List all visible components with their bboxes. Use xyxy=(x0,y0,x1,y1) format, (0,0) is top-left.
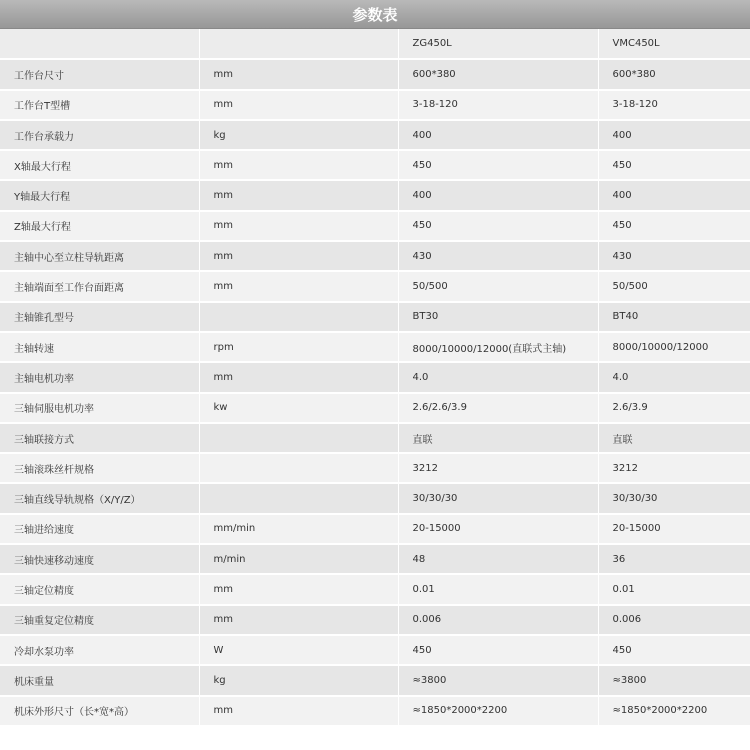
header-cell-unit xyxy=(199,29,398,59)
model-2-value-cell: 450 xyxy=(598,150,750,180)
model-1-value-cell: 3-18-120 xyxy=(398,90,598,120)
param-name-cell: 主轴锥孔型号 xyxy=(0,302,199,332)
model-2-value-cell: 直联 xyxy=(598,423,750,453)
table-title: 参数表 xyxy=(0,0,750,29)
model-2-value-cell: 600*380 xyxy=(598,59,750,89)
model-1-value-cell: 20-15000 xyxy=(398,514,598,544)
model-2-value-cell: 450 xyxy=(598,211,750,241)
unit-cell: kg xyxy=(199,665,398,695)
model-1-value-cell: 48 xyxy=(398,544,598,574)
param-name-cell: 三轴快速移动速度 xyxy=(0,544,199,574)
header-cell-model-1: ZG450L xyxy=(398,29,598,59)
param-name-cell: 三轴滚珠丝杆规格 xyxy=(0,453,199,483)
table-row xyxy=(0,90,750,120)
model-1-value-cell: 400 xyxy=(398,120,598,150)
model-1-value-cell: 450 xyxy=(398,635,598,665)
model-1-value-cell: 30/30/30 xyxy=(398,483,598,513)
model-1-value-cell: 50/500 xyxy=(398,271,598,301)
model-1-value-cell: 600*380 xyxy=(398,59,598,89)
table-row xyxy=(0,605,750,635)
model-2-value-cell: 430 xyxy=(598,241,750,271)
unit-cell: mm xyxy=(199,90,398,120)
model-2-value-cell: ≈3800 xyxy=(598,665,750,695)
model-1-value-cell: ≈1850*2000*2200 xyxy=(398,696,598,726)
table-row xyxy=(0,211,750,241)
model-1-value-cell: 0.01 xyxy=(398,574,598,604)
model-2-value-cell: 0.006 xyxy=(598,605,750,635)
unit-cell: mm xyxy=(199,362,398,392)
param-name-cell: 机床外形尺寸（长*宽*高） xyxy=(0,696,199,726)
model-2-value-cell: 450 xyxy=(598,635,750,665)
unit-cell: mm xyxy=(199,696,398,726)
param-name-cell: X轴最大行程 xyxy=(0,150,199,180)
unit-cell: mm xyxy=(199,211,398,241)
unit-cell xyxy=(199,453,398,483)
unit-cell: m/min xyxy=(199,544,398,574)
param-name-cell: 三轴直线导轨规格（X/Y/Z） xyxy=(0,483,199,513)
model-2-value-cell: 2.6/3.9 xyxy=(598,393,750,423)
param-name-cell: 工作台尺寸 xyxy=(0,59,199,89)
param-name-cell: 三轴伺服电机功率 xyxy=(0,393,199,423)
model-1-value-cell: 450 xyxy=(398,150,598,180)
unit-cell: kw xyxy=(199,393,398,423)
table-row xyxy=(0,150,750,180)
unit-cell: kg xyxy=(199,120,398,150)
unit-cell xyxy=(199,423,398,453)
spec-table-body xyxy=(0,29,750,726)
model-1-value-cell: 4.0 xyxy=(398,362,598,392)
model-1-value-cell: BT30 xyxy=(398,302,598,332)
model-1-value-cell: 0.006 xyxy=(398,605,598,635)
unit-cell: mm xyxy=(199,180,398,210)
model-2-value-cell: 3212 xyxy=(598,453,750,483)
unit-cell: W xyxy=(199,635,398,665)
model-1-value-cell: 8000/10000/12000(直联式主轴) xyxy=(398,332,598,362)
header-cell-model-2: VMC450L xyxy=(598,29,750,59)
table-row xyxy=(0,453,750,483)
model-2-value-cell: BT40 xyxy=(598,302,750,332)
model-2-value-cell: 20-15000 xyxy=(598,514,750,544)
table-row xyxy=(0,241,750,271)
param-name-cell: Y轴最大行程 xyxy=(0,180,199,210)
model-2-value-cell: ≈1850*2000*2200 xyxy=(598,696,750,726)
table-row xyxy=(0,483,750,513)
param-name-cell: 工作台T型槽 xyxy=(0,90,199,120)
spec-table xyxy=(0,29,750,727)
model-1-value-cell: 直联 xyxy=(398,423,598,453)
param-name-cell: 主轴电机功率 xyxy=(0,362,199,392)
model-1-value-cell: 400 xyxy=(398,180,598,210)
table-row xyxy=(0,574,750,604)
model-2-value-cell: 400 xyxy=(598,120,750,150)
param-name-cell: 冷却水泵功率 xyxy=(0,635,199,665)
param-name-cell: 机床重量 xyxy=(0,665,199,695)
table-row xyxy=(0,180,750,210)
param-name-cell: 三轴联接方式 xyxy=(0,423,199,453)
model-2-value-cell: 400 xyxy=(598,180,750,210)
model-2-value-cell: 30/30/30 xyxy=(598,483,750,513)
table-row xyxy=(0,544,750,574)
param-name-cell: 主轴中心至立柱导轨距离 xyxy=(0,241,199,271)
param-name-cell: 工作台承载力 xyxy=(0,120,199,150)
param-name-cell: 三轴重复定位精度 xyxy=(0,605,199,635)
model-2-value-cell: 0.01 xyxy=(598,574,750,604)
unit-cell: mm/min xyxy=(199,514,398,544)
unit-cell: mm xyxy=(199,271,398,301)
table-row xyxy=(0,665,750,695)
unit-cell: mm xyxy=(199,59,398,89)
table-row xyxy=(0,120,750,150)
model-2-value-cell: 8000/10000/12000 xyxy=(598,332,750,362)
model-1-value-cell: 430 xyxy=(398,241,598,271)
param-name-cell: 主轴端面至工作台面距离 xyxy=(0,271,199,301)
model-1-value-cell: 450 xyxy=(398,211,598,241)
table-row xyxy=(0,696,750,726)
table-row xyxy=(0,423,750,453)
param-name-cell: 三轴定位精度 xyxy=(0,574,199,604)
table-row xyxy=(0,271,750,301)
param-name-cell: 三轴进给速度 xyxy=(0,514,199,544)
table-row xyxy=(0,302,750,332)
table-row xyxy=(0,362,750,392)
unit-cell: mm xyxy=(199,605,398,635)
model-1-value-cell: ≈3800 xyxy=(398,665,598,695)
unit-cell xyxy=(199,302,398,332)
unit-cell: mm xyxy=(199,150,398,180)
unit-cell: mm xyxy=(199,574,398,604)
unit-cell xyxy=(199,483,398,513)
table-row xyxy=(0,635,750,665)
model-2-value-cell: 4.0 xyxy=(598,362,750,392)
table-row xyxy=(0,332,750,362)
model-1-value-cell: 3212 xyxy=(398,453,598,483)
unit-cell: rpm xyxy=(199,332,398,362)
unit-cell: mm xyxy=(199,241,398,271)
model-2-value-cell: 50/500 xyxy=(598,271,750,301)
table-header-row xyxy=(0,29,750,59)
table-row xyxy=(0,393,750,423)
table-row xyxy=(0,59,750,89)
table-row xyxy=(0,514,750,544)
model-1-value-cell: 2.6/2.6/3.9 xyxy=(398,393,598,423)
header-cell-param xyxy=(0,29,199,59)
param-name-cell: Z轴最大行程 xyxy=(0,211,199,241)
model-2-value-cell: 36 xyxy=(598,544,750,574)
param-name-cell: 主轴转速 xyxy=(0,332,199,362)
model-2-value-cell: 3-18-120 xyxy=(598,90,750,120)
